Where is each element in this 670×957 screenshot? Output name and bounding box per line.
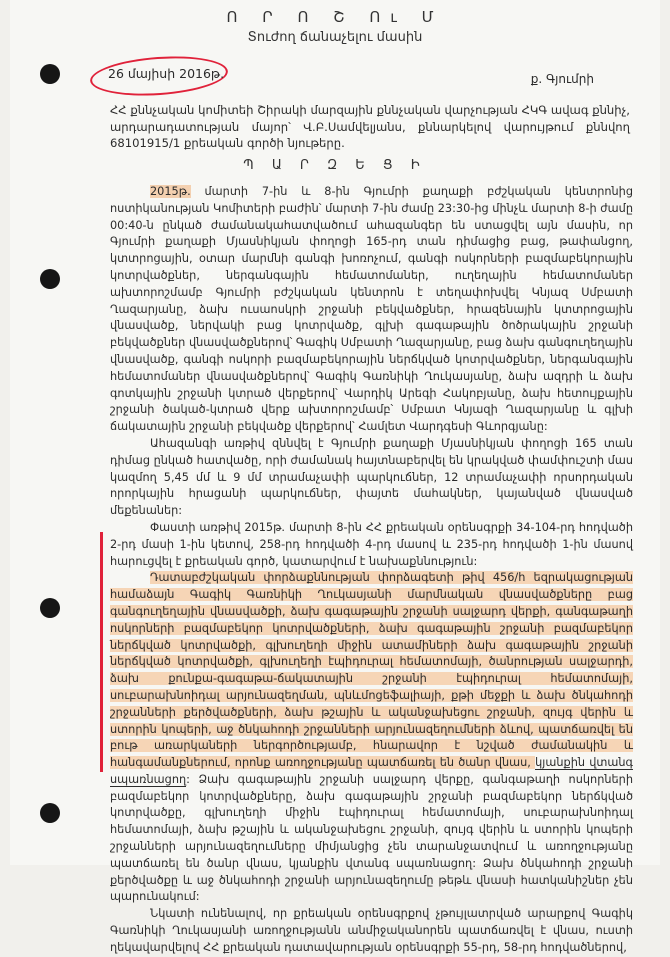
intro-paragraph: ՀՀ քննչական կոմիտեի Շիրակի մարզային քննչական վարչության ՀԿԳ ավագ քննիչ, արդարադատության մայոր՝ Վ.Բ.Սամվելյանս, քննարկելով վարույթում քննվող 68101915/1 քրեական գործի նյութերը.: [110, 103, 630, 150]
paragraph-4-text: : Ձախ գագաթային շրջանի սալջարդ վերքը, գանգաթաղի ոսկորների բազմաբեկոր կոտրվածքները, ձախ գագաթային շրջանի բազմաբեկոր ներճկված կոտրվածքը, գլխուղեղի միջին էպիդուրալ հեմատոմայի, սուբարախնոիդալ հեմատոմայի, ձախ թշային և ականջախեցու շրջանի, զույգ վերին և ստորին կոպերի շրջանների արյունազեղումները միմյանցից չեն տարանջատվում և առողջությանը պատճառել են ծանր վնաս, կյանքին վտանգ սպառնացող: Ձախ ծնկահոդի շրջանի քերծվածքը և աջ ծնկահոդի շրջանի արյունազեղումը թեթև վնասի հատկանիշներ չեն պարունակում:: [110, 772, 633, 904]
paragraph-1: [110, 184, 633, 436]
red-margin-bracket: [100, 532, 103, 772]
highlighted-passage: Դատաբժշկական փորձաքննության փորձագետի թիվ 456/հ եզրակացության համաձայն Գագիկ Գառնիկի Ղուկասյանի մարմնական վնասվածքները բաց գանգուղեղային վնասվածքի, ձախ գագաթային շրջանի սալջարդ վերքի, գանգաթաղի ոսկորների բազմաբեկոր կոտրվածքների, ձախ գագաթային շրջանի բազմաբեկոր ներճկված կոտրվածքի, գլխուղեղի միջին ատամիների ձախ գագաթային շրջանի ներճկված կոտրվածքի, գլխուղեղի էպիդուրալ հեմատոմայի, ծանրության սալջարդի, ձախ քունքա-գագաթա-ճակատային շրջանի էպիդուրալ հեմատոմայի, սուբարախնոիդալ արյունազեղման, պնևմոցեֆալիայի, քթի մեջքի և ձախ ծնկահոդի շրջանների քերծվածքների, ձախ թշային և ականջախեցու շրջանի, զույգ վերին և ստորին կոպերի, աջ ծնկահոդի շրջանների արյունազեղումների ձևով, պատճառվել են բութ առարկաների ներգործությամբ, հնարավոր է նշված ժամանակին և հանգամանքներում, որոնք առողջությանը պատճառել են ծանր վնաս,: [110, 571, 633, 770]
paragraph-1-text: մարտի 7-ին և 8-ին Գյումրի քաղաքի բժշկական կենտրոնից ոստիկանության Կոմիտերի բաժին՝ մարտի 7-ին ժամը 23:30-ից մինչև մարտի 8-ի ժամը 00:40-ն ընկած ժամանակահատվածում ահազանգեր են ստացվել այն մասին, որ Գյումրի քաղաքի Մյասնիկյան փողոցի 165-րդ տան դիմացից բաց, թափանցող, կտտրոցային, օտար մարմնի գանգի խոռոչում, գանգի ոսկորների բազմաբեկորային կոտրվածքներ, ներգանգային հեմատոմաներ, ուղեղային հեմատոմաներ ախտորոշմամբ Գյումրի բժշկական կենտրոն է տեղափոխվել Կնյազ Սմբատի Ղազարյանը, ձախ ուսաոսկրի շրջանի բեկվածքներ, հրազենային կտտրոցային վնասվածք, ներվակի բաց կոտրվածք, գլխի գագաթային ծոծրակային շրջանի բեկվածքներ վնասվածքներով՝ Գագիկ Սմբատի Ղազարյանը, բաց ձախ գանգուղեղային վնասվածք, գանգի ոսկորի բազմաբեկորային ներճկված կոտրվածքներ, ներգանգային հեմատոմաներ վնասվածքներով՝ Գագիկ Գառնիկի Ղուկասյանը, ձախ ազդրի և ձախ գոտկային շրջանի կտրած վերքերով՝ Վարդիկ Արեգի Հակոբյանը, ձախ հետույքային շրջանի ծակած-կտրած վերք ախտորոշմամբ՝ Սմբատ Կնյազի Ղազարյանը և գլխի ճակատային շրջանի բեկվածք վերքերով՝ Համլետ Վարդգեսի Գևորգյանը:: [110, 185, 633, 434]
document-subtitle: Տուժող ճանաչելու մասին: [247, 30, 423, 45]
paragraph-5: Նկատի ունենալով, որ քրեական օրենսգրքով չթույլատրված արարքով Գագիկ Գառնիկի Ղուկասյանի առողջությանն անմիջականորեն պատճառվել է վնաս, ուստի ղեկավարվելով ՀՀ քրեական դատավարության օրենսգրքի 55-րդ, 58-րդ հոդվածներով,: [110, 907, 633, 954]
paragraph-3: Փաստի առթիվ 2015թ. մարտի 8-ին ՀՀ քրեական օրենսգրքի 34-104-րդ հոդվածի 2-րդ մասի 1-ին կետով, 258-րդ հոդվածի 4-րդ մասով և 235-րդ հոդվածի 1-ին մասով հարուցվել է քրեական գործ, կատարվում է նախաքննություն:: [110, 520, 633, 568]
underlined-phrase: կյանքին վտանգ սպառնացող: [110, 756, 633, 786]
binder-hole-top: [40, 64, 60, 84]
document-body: [110, 184, 633, 957]
binder-hole-lower: [40, 598, 60, 618]
binder-hole-bottom: [40, 803, 60, 823]
paragraph-4: [110, 570, 633, 906]
binder-hole-upper: [40, 269, 60, 289]
highlighted-year: 2015թ.: [150, 185, 191, 198]
document-title: Ո Ր Ո Շ Ու Մ: [226, 8, 444, 26]
paragraph-2: Ահազանգի առթիվ զննվել է Գյումրի քաղաքի Մյասնիկյան փողոցի 165 տան դիմաց ընկած հատվածը, որի ժամանակ հայտնաբերվել են կրակված փամփուշտի մաս կազմող 5,45 մմ և 9 մմ տրամաչափի պարկուճներ, 12 տրամաչափի որսորդական որորկային հրացանի պարկուճներ, փայտե մահակներ, կայանված վնասված մեքենաներ:: [110, 436, 633, 518]
document-date: 26 մայիսի 2016թ.: [108, 66, 225, 81]
section-heading: Պ Ա Ր Զ Ե Ց Ի: [243, 158, 427, 173]
document-city: ք. Գյումրի: [530, 72, 594, 86]
